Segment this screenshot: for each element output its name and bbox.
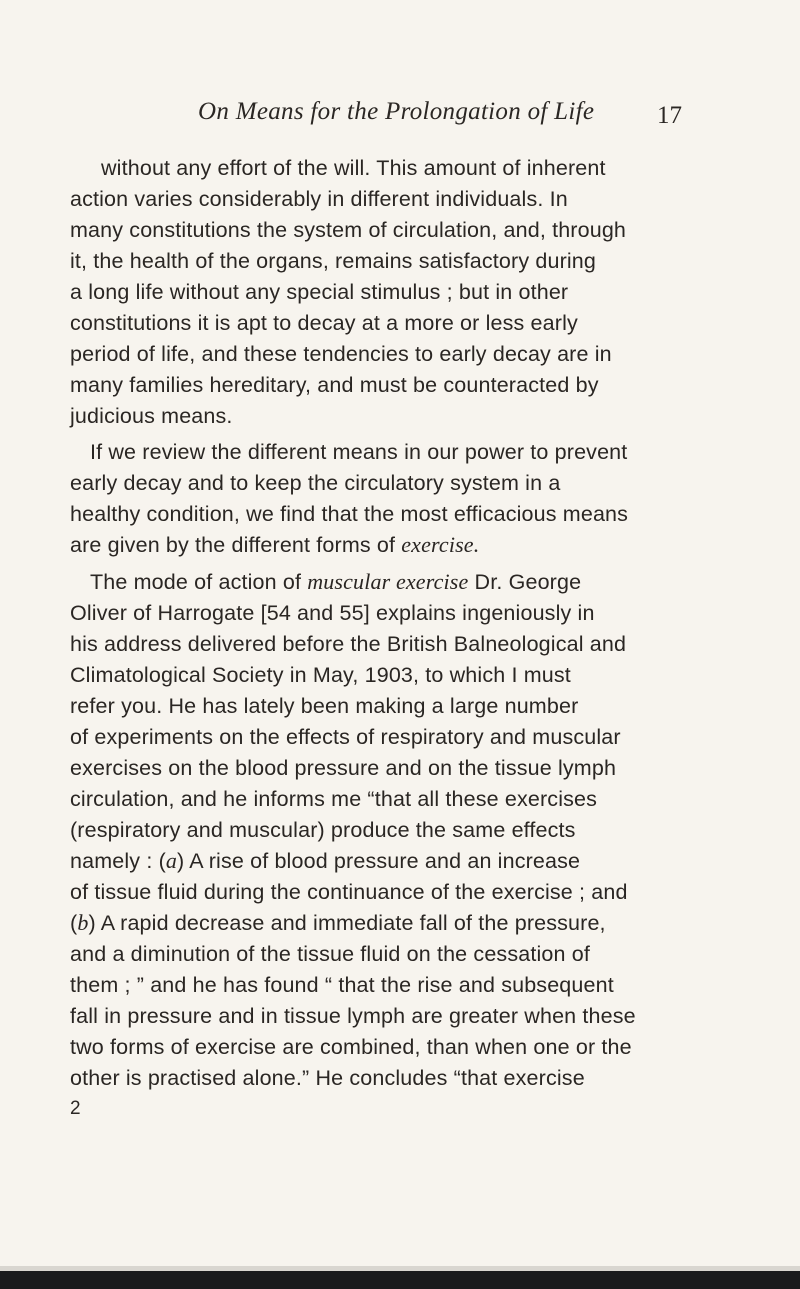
text-line: without any effort of the will. This amount of inherent bbox=[101, 156, 606, 180]
signature-mark: 2 bbox=[70, 1098, 81, 1119]
list-marker-b: b bbox=[77, 910, 89, 935]
text-line: exercises on the blood pressure and on the tissue lymph bbox=[70, 756, 617, 780]
text-line: If we review the different means in our power to prevent bbox=[90, 440, 628, 464]
text-line bbox=[70, 911, 606, 935]
text-line: many constitutions the system of circulation, and, through bbox=[70, 218, 627, 242]
page-bottom-edge bbox=[0, 1271, 800, 1289]
text-line: other is practised alone.” He concludes “that exercise bbox=[70, 1066, 585, 1090]
list-marker-a: a bbox=[165, 848, 178, 873]
text-line bbox=[70, 849, 580, 873]
text-line: many families hereditary, and must be counteracted by bbox=[70, 373, 599, 397]
text-line: healthy condition, we find that the most efficacious means bbox=[70, 502, 629, 526]
text-span: ) A rise of blood pressure and an increase bbox=[177, 849, 581, 873]
text-span: Dr. George bbox=[474, 570, 582, 594]
text-span: ( bbox=[70, 911, 78, 935]
text-line: constitutions it is apt to decay at a more or less early bbox=[70, 311, 578, 335]
text-line bbox=[70, 533, 479, 557]
text-line: judicious means. bbox=[70, 404, 233, 428]
text-span: ) A rapid decrease and immediate fall of the pressure, bbox=[88, 911, 606, 935]
text-line: action varies considerably in different individuals. In bbox=[70, 187, 568, 211]
text-line: his address delivered before the British Balneological and bbox=[70, 632, 627, 656]
text-line: it, the health of the organs, remains satisfactory during bbox=[70, 249, 597, 273]
text-line: a long life without any special stimulus ; but in other bbox=[70, 280, 569, 304]
text-line: them ; ” and he has found “ that the rise and subsequent bbox=[70, 973, 614, 997]
text-span: namely : ( bbox=[70, 849, 166, 873]
text-line: early decay and to keep the circulatory system in a bbox=[70, 471, 561, 495]
text-line: period of life, and these tendencies to early decay are in bbox=[70, 342, 612, 366]
text-line bbox=[90, 570, 581, 594]
text-line: refer you. He has lately been making a large number bbox=[70, 694, 579, 718]
text-line: Climatological Society in May, 1903, to which I must bbox=[70, 663, 571, 687]
text-line: of tissue fluid during the continuance of the exercise ; and bbox=[70, 880, 628, 904]
text-line: Oliver of Harrogate [54 and 55] explains ingeniously in bbox=[70, 601, 595, 625]
running-head-title: On Means for the Prolongation of Life bbox=[198, 98, 595, 125]
text-line: of experiments on the effects of respiratory and muscular bbox=[70, 725, 621, 749]
text-line: two forms of exercise are combined, than when one or the bbox=[70, 1035, 632, 1059]
italic-text: muscular exercise bbox=[307, 569, 469, 594]
text-line: fall in pressure and in tissue lymph are greater when these bbox=[70, 1004, 636, 1028]
page-number: 17 bbox=[657, 102, 682, 129]
italic-text: exercise. bbox=[401, 532, 480, 557]
text-line: (respiratory and muscular) produce the same effects bbox=[70, 818, 576, 842]
text-span: are given by the different forms of bbox=[70, 533, 396, 557]
text-span: The mode of action of bbox=[90, 570, 302, 594]
text-line: circulation, and he informs me “that all these exercises bbox=[70, 787, 598, 811]
text-line: and a diminution of the tissue fluid on the cessation of bbox=[70, 942, 590, 966]
